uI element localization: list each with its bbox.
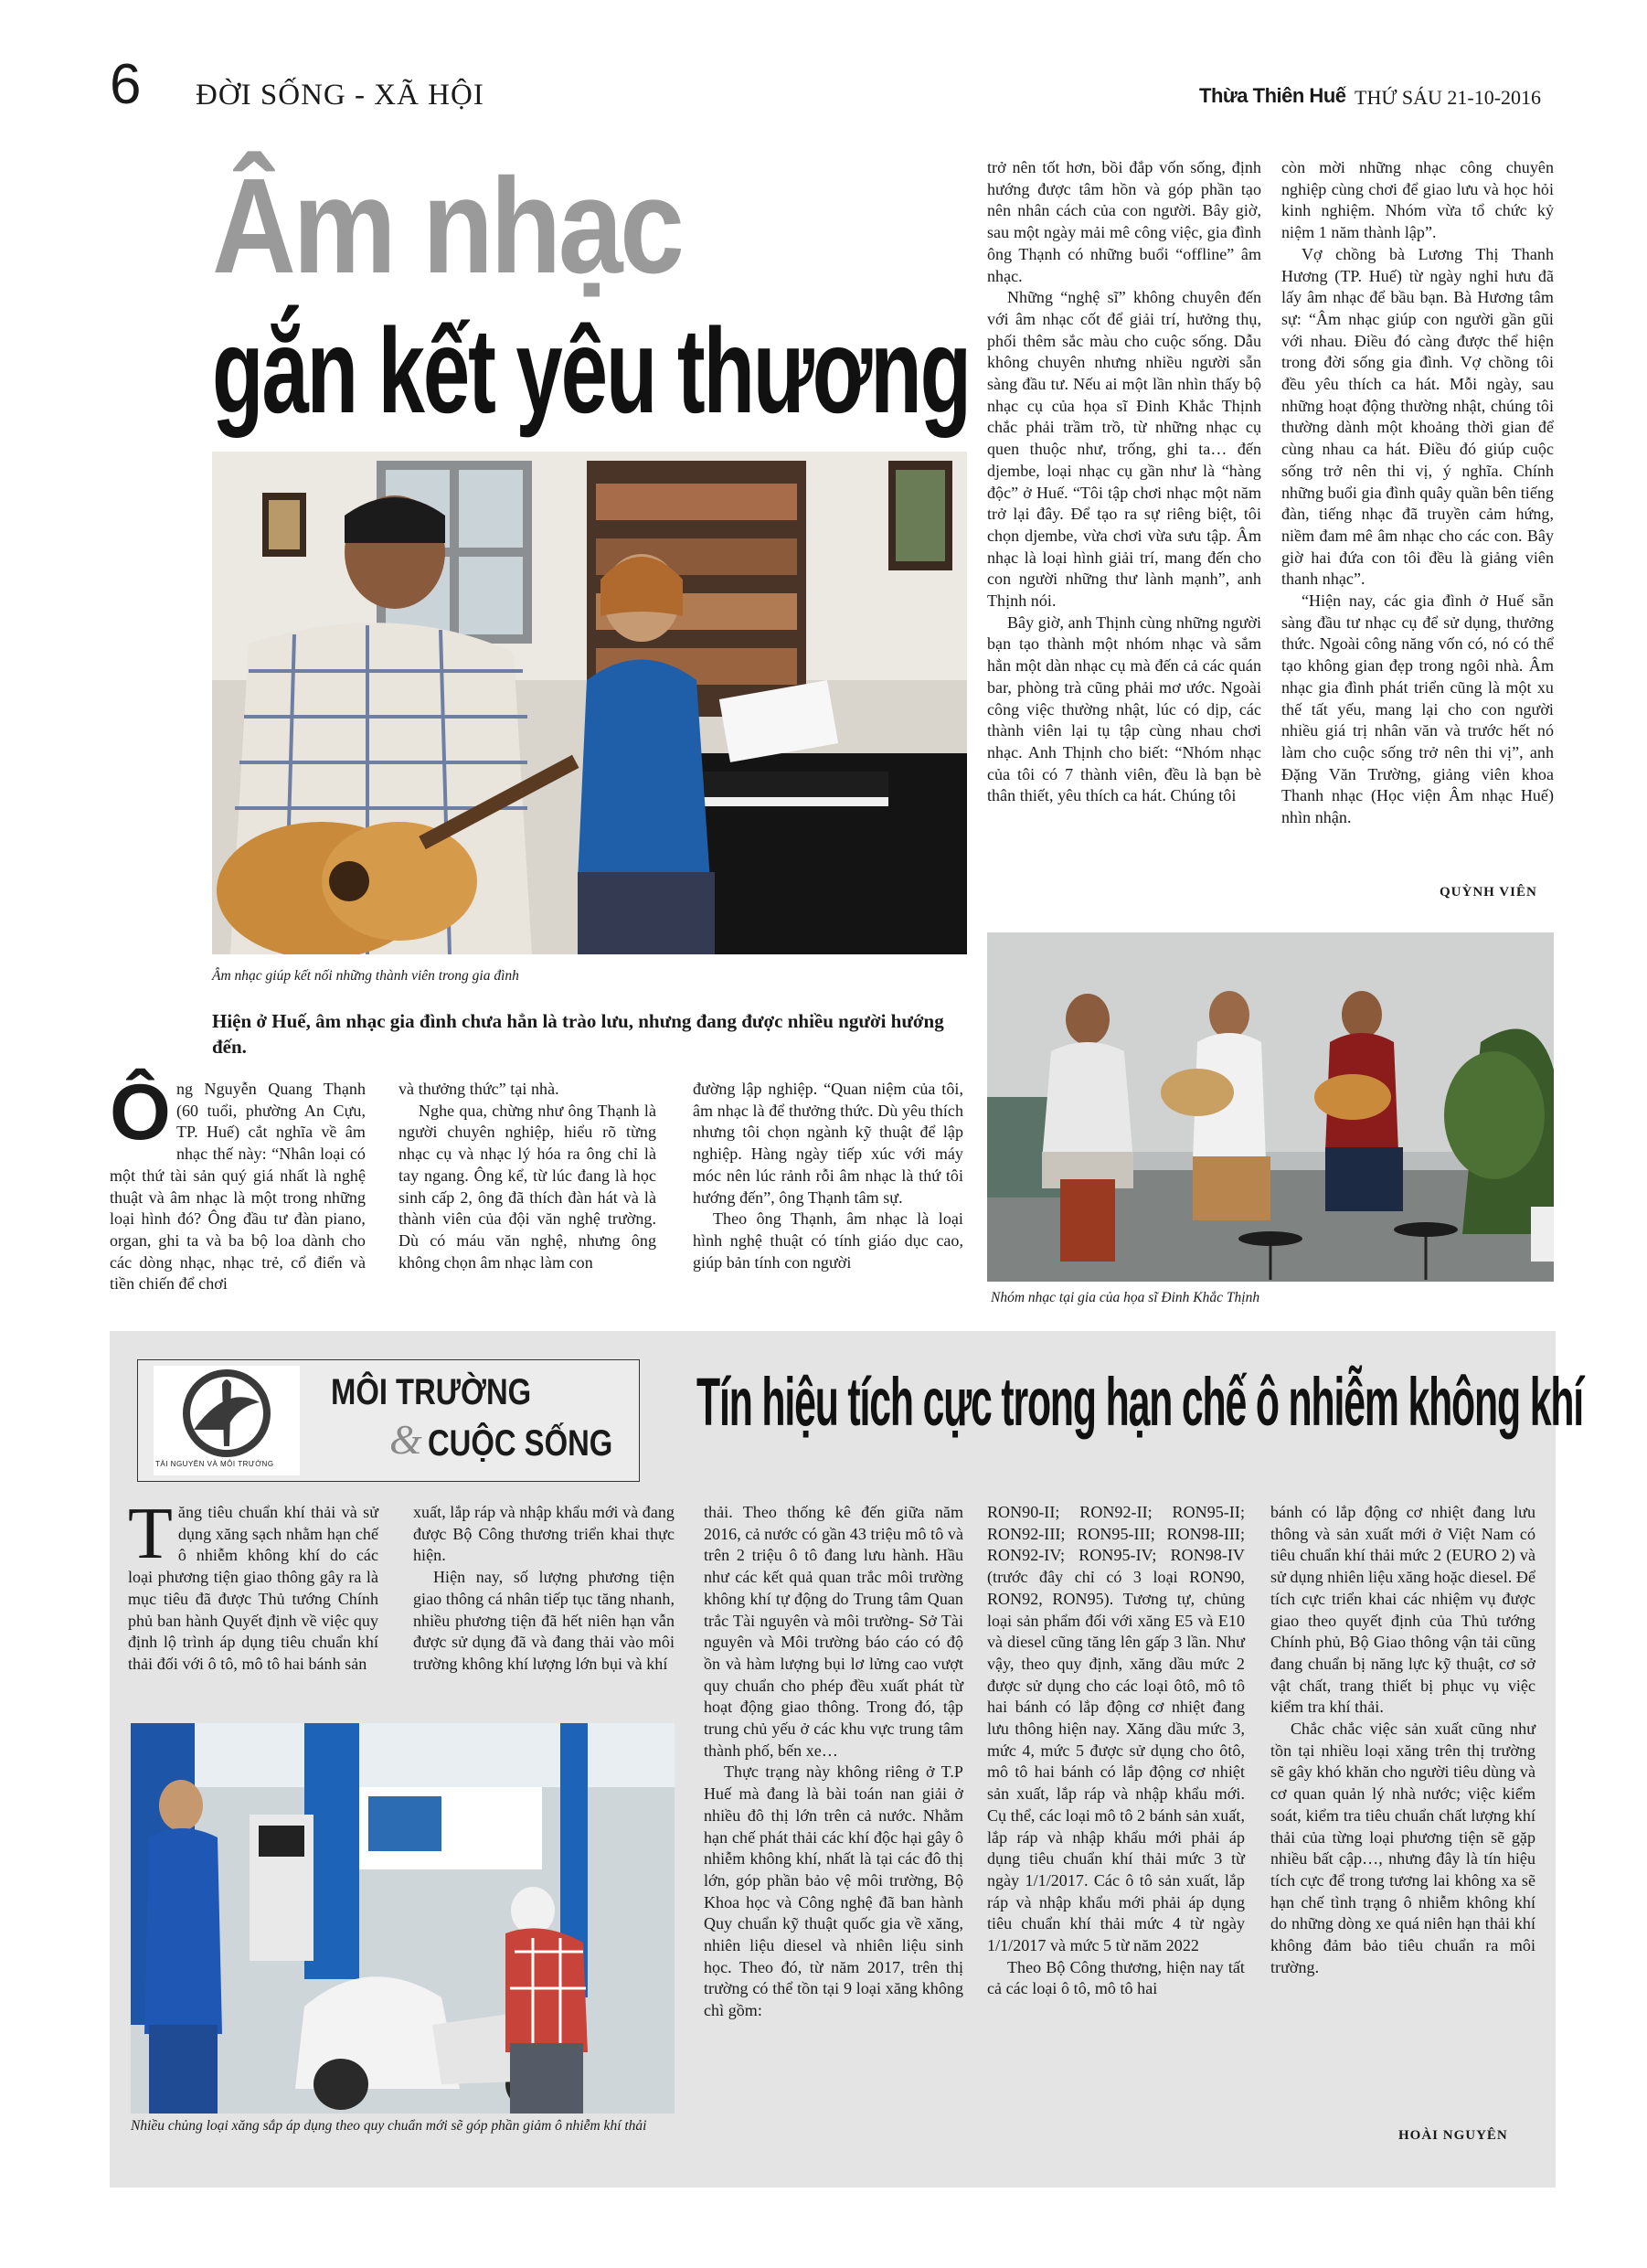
gas-station-caption: Nhiều chủng loại xăng sắp áp dụng theo quy chuẩn mới sẽ góp phần giảm ô nhiễm khí thải	[131, 2118, 647, 2134]
section-label-line1: MÔI TRƯỜNG	[331, 1372, 532, 1412]
article2-column-5: bánh có lắp động cơ nhiệt đang lưu thông và sản xuất mới ở Việt Nam có tiêu chuẩn khí thải mức 2 (EURO 2) và sử dụng nhiên liệu xăng hoặc diesel. Để tích cực triển khai các nhiệm vụ được giao theo quyết định của Thủ tướng Chính phủ, Bộ Giao thông vận tải cũng đang chuẩn bị năng lực kỹ thuật, cơ sở vật chất, trang thiết bị phục vụ việc kiểm tra khí thải. Chắc chắc việc sản xuất cũng như tồn tại nhiều loại xăng trên thị trường sẽ gây khó khăn cho người tiêu dùng và cơ quan quản lý nhà nước; việc kiểm soát, kiểm tra tiêu chuẩn chất lượng khí thải của từng loại phương tiện sẽ gặp nhiều bất cập…, nhưng đây là tín hiệu tích cực để trong tương lai không xa sẽ hạn chế tình trạng ô nhiễm không khí do những dòng xe quá niên hạn thải khí không đảm bảo tiêu chuẩn ra môi trường.	[1270, 1503, 1535, 1976]
article2-byline: HOÀI NGUYÊN	[1398, 2128, 1508, 2143]
article1-byline: QUỲNH VIÊN	[1440, 885, 1537, 900]
ministry-logo	[154, 1366, 300, 1475]
dropcap-t: T	[128, 1494, 173, 1574]
section-label-line2: CUỘC SỐNG	[428, 1423, 613, 1464]
article-title-line2: gắn kết yêu thương	[212, 303, 970, 438]
paper-name: Thừa Thiên Huế	[1199, 84, 1346, 107]
article2-column-2: xuất, lắp ráp và nhập khẩu mới và đang được Bộ Công thương triển khai thực hiện. Hiện nay, số lượng phương tiện giao thông cá nhân tiếp tục tăng nhanh, nhiều phương tiện đã hết niên hạn vẫn được sử dụng đã và đang thải vào môi trường không khí lượng lớn bụi và khí	[413, 1503, 675, 1673]
article1-column-5: còn mời những nhạc công chuyên nghiệp cùng chơi để giao lưu và học hỏi kinh nghiệm. Nhóm vừa tổ chức kỷ niệm 1 năm thành lập”. Vợ chồng bà Lương Thị Thanh Hương (TP. Huế) từ ngày nghỉ hưu đã lấy âm nhạc để bầu bạn. Bà Hương tâm sự: “Âm nhạc giúp con người gần gũi với nhau. Điều đó càng được thể hiện trong đời sống gia đình. Vợ chồng tôi đều yêu thích ca hát. Mỗi ngày, sau những hoạt động thường nhật, chúng tôi thường dành một khoảng thời gian để cùng nhau ca hát. Điều đó giúp cuộc sống trở nên thi vị, ý nghĩa. Chính những buổi gia đình quây quần bên tiếng đàn, tiếng nhạc đã truyền cảm hứng, niềm đam mê âm nhạc cho các con. Bây giờ hai đứa con tôi đều là giảng viên thanh nhạc”. “Hiện nay, các gia đình ở Huế sẵn sàng đầu tư nhạc cụ để sử dụng, thưởng thức. Ngoài công năng vốn có, nó có thể tạo không gian đẹp trong ngôi nhà. Âm nhạc gia đình phát triển cũng là một xu thế tất yếu, mang lại cho con người nhiều giá trị nhân văn và trước hết nó làm cho cuộc sống trở nên thi vị”, anh Đặng Văn Trường, giảng viên khoa Thanh nhạc (Học viện Âm nhạc Huế) nhìn nhận.	[1281, 158, 1554, 827]
section-title: ĐỜI SỐNG - XÃ HỘI	[196, 79, 484, 112]
band-photo	[987, 932, 1554, 1282]
article1-column-2: và thưởng thức” tại nhà. Nghe qua, chừng như ông Thạnh là người chuyên nghiệp, hiểu rõ từng nhạc cụ và nhạc lý hóa ra ông chỉ là tay ngang. Ông kể, từ lúc đang là học sinh cấp 2, ông đã thích đàn hát và là thành viên của đội văn nghệ trường. Dù có máu văn nghệ, nhưng ông không chọn âm nhạc làm con	[398, 1080, 656, 1272]
issue-date: THỨ SÁU 21-10-2016	[1355, 86, 1542, 109]
dropcap-o: Ô	[110, 1069, 171, 1156]
article-title-line1: Âm nhạc	[212, 151, 682, 302]
article2-column-4: RON90-II; RON92-II; RON95-II; RON92-III; RON95-III; RON98-III; RON92-IV; RON95-IV; RON98-IV (trước đây chỉ có 3 loại RON90, RON92, RON95). Tương tự, chủng loại sản phẩm đối với xăng E5 và E10 và diesel cũng tăng lên gấp 3 lần. Như vậy, theo quy định, xăng dầu mức 2 được sử dụng cho các loại ôtô, mô tô hai bánh có lắp động cơ nhiệt đang lưu thông hiện nay. Xăng dầu mức 3, mức 4, mức 5 được sử dụng cho ôtô, mô tô hai bánh có lắp động cơ nhiệt sản xuất, lắp ráp và nhập khẩu mới. Cụ thể, các loại mô tô 2 bánh sản xuất, lắp ráp và nhập khẩu mới phải áp dụng tiêu chuẩn khí thải mức 3 từ ngày 1/1/2017. Các ô tô sản xuất, lắp ráp và nhập khẩu mới phải áp dụng tiêu chuẩn khí thải mức 4 từ ngày 1/1/2017 và mức 5 từ năm 2022 Theo Bộ Công thương, hiện nay tất cả các loại ô tô, mô tô hai	[987, 1503, 1245, 1998]
article1-column-4: trở nên tốt hơn, bồi đắp vốn sống, định hướng được tâm hồn và góp phần tạo nên nhân cách của con người. Bây giờ, sau một ngày mải mê công việc, gia đình ông Thạnh có những buổi “offline” âm nhạc. Những “nghệ sĩ” không chuyên đến với âm nhạc cốt để giải trí, hưởng thụ, phối thêm sắc màu cho cuộc sống. Dẫu không chuyên nhưng nhiều người sẵn sàng đầu tư. Nếu ai một lần nhìn thấy bộ nhạc cụ của họa sĩ Đinh Khắc Thịnh chắc phải trầm trồ, từ những nhạc cụ quen thuộc như, trống, ghi ta… đến djembe, loại nhạc cụ gần như là “hàng độc” ở Huế. “Tôi tập chơi nhạc một năm trở lại đây. Để tạo ra sự riêng biệt, tôi chọn djembe, vừa chơi vừa sưu tập. Âm nhạc là loại hình giải trí, mang đến cho con người những thư lành mạnh”, anh Thịnh nói. Bây giờ, anh Thịnh cùng những người bạn tạo thành một nhóm nhạc và sắm hẳn một dàn nhạc cụ mà đến cả các quán bar, phòng trà cũng phải mơ ước. Ngoài công việc thường nhật, lúc có dịp, các thành viên lại tụ tập cùng nhau chơi nhạc. Anh Thịnh cho biết: “Nhóm nhạc của tôi có 7 thành viên, đều là bạn bè thân thiết, yêu thích ca hát. Chúng tôi	[987, 158, 1261, 805]
article1-column-1: Ông Nguyễn Quang Thạnh (60 tuổi, phường An Cựu, TP. Huế) cắt nghĩa về âm nhạc thế này: “Nhân loại có một thứ tài sản quý giá nhất là nghệ thuật và âm nhạc là một trong những loại hình đó? Ông đầu tư đàn piano, organ, ghi ta và ba bộ loa dành cho các dòng nhạc, nhạc trẻ, cổ điển và tiền chiến để chơi	[110, 1069, 366, 1294]
section-label-ampersand: &	[389, 1416, 422, 1463]
ministry-emblem-icon	[154, 1366, 300, 1475]
band-photo-caption: Nhóm nhạc tại gia của họa sĩ Đinh Khắc Thịnh	[991, 1290, 1260, 1305]
article2-title: Tín hiệu tích cực trong hạn chế ô nhiễm không khí	[696, 1364, 1584, 1440]
gas-station-illustration	[131, 1723, 675, 2114]
gas-station-photo	[131, 1723, 675, 2114]
article-lead: Hiện ở Huế, âm nhạc gia đình chưa hẳn là trào lưu, nhưng đang được nhiều người hướng đến.	[212, 1010, 944, 1058]
family-music-photo	[212, 452, 967, 954]
family-music-illustration	[212, 452, 967, 954]
article2-column-1: Tăng tiêu chuẩn khí thải và sử dụng xăng sạch nhằm hạn chế ô nhiễm không khí do các loại phương tiện giao thông gây ra là mục tiêu đã được Thủ tướng Chính phủ ban hành Quyết định về việc quy định lộ trình áp dụng tiêu chuẩn khí thải đối với ô tô, mô tô hai bánh sản	[128, 1494, 378, 1673]
family-photo-caption: Âm nhạc giúp kết nối những thành viên trong gia đình	[212, 968, 519, 984]
article1-column-3: đường lập nghiệp. “Quan niệm của tôi, âm nhạc là để thưởng thức. Dù yêu thích nhưng tôi chọn ngành kỹ thuật để lập nghiệp. Hàng ngày tiếp xúc với máy móc nên lúc rảnh rỗi âm nhạc là thứ tôi hướng đến”, ông Thạnh tâm sự. Theo ông Thạnh, âm nhạc là loại hình nghệ thuật có tính giáo dục cao, giúp bản tính con người	[693, 1080, 963, 1272]
ministry-logo-caption: TÀI NGUYÊN VÀ MÔI TRƯỜNG	[155, 1460, 274, 1468]
band-illustration	[987, 932, 1554, 1282]
article2-column-3: thải. Theo thống kê đến giữa năm 2016, cả nước có gần 43 triệu mô tô và trên 2 triệu ô tô đang lưu hành. Hầu như các kết quả quan trắc môi trường không khí tự động do Trung tâm Quan trắc Tài nguyên và môi trường- Sở Tài nguyên và Môi trường báo cáo có độ ồn và hàm lượng bụi lơ lửng cao vượt quy chuẩn cho phép đều xuất phát từ hoạt động giao thông. Trong đó, tập trung chủ yếu ở các khu vực trung tâm thành phố, bến xe… Thực trạng này không riêng ở T.P Huế mà đang là bài toán nan giải ở nhiều đô thị lớn trên cả nước. Nhằm hạn chế phát thải các khí độc hại gây ô nhiễm không khí, nhất là tại các đô thị lớn, góp phần bảo vệ môi trường, Bộ Khoa học và Công nghệ đã ban hành Quy chuẩn kỹ thuật quốc gia về xăng, nhiên liệu diesel và nhiên liệu sinh học. Theo đó, từ năm 2017, trên thị trường có thể tồn tại 9 loại xăng không chì gồm:	[704, 1503, 963, 2020]
page-number: 6	[110, 53, 142, 116]
